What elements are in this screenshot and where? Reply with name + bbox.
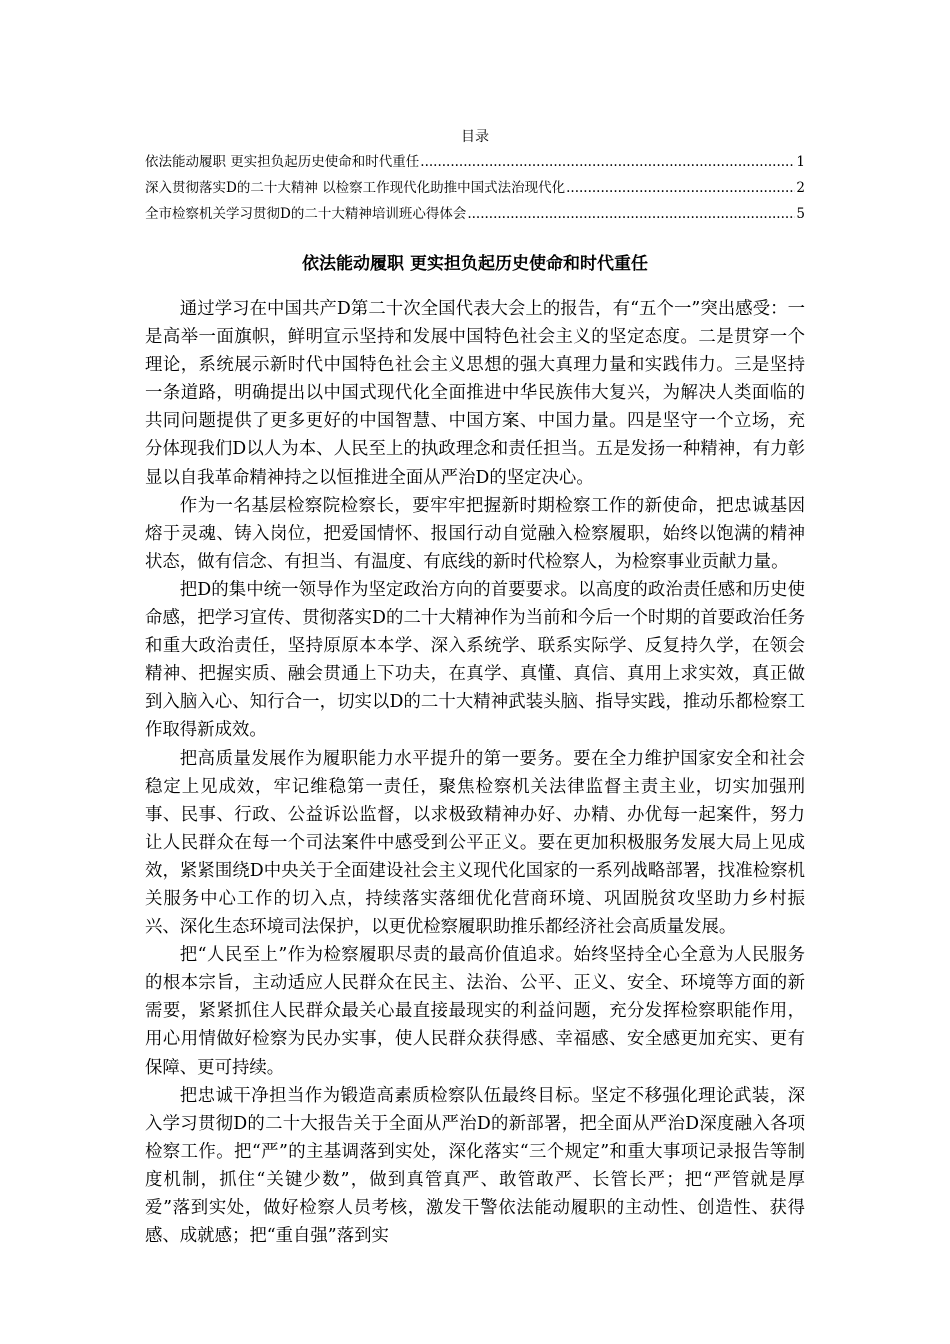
toc-entry[interactable] [145,204,805,230]
toc-entry[interactable] [145,152,805,178]
body-paragraph: 把D的集中统一领导作为坚定政治方向的首要要求。以高度的政治责任感和历史使命感，把学习宣传、贯彻落实D的二十大精神作为当前和今后一个时期的首要政治任务和重大政治责任，坚持原原本本学、深入系统学、联系实际学、反复持久学，在领会精神、把握实质、融会贯通上下功夫，在真学、真懂、真信、真用上求实效，真正做到入脑入心、知行合一，切实以D的二十大精神武装头脑、指导实践，推动乐都检察工作取得新成效。 [145,579,805,741]
toc-leader-dots [467,204,795,224]
toc-heading: 目录 [461,129,489,145]
body-paragraph: 把高质量发展作为履职能力水平提升的第一要务。要在全力维护国家安全和社会稳定上见成效，牢记维稳第一责任，聚焦检察机关法律监督主责主业，切实加强刑事、民事、行政、公益诉讼监督，以求极致精神办好、办精、办优每一起案件，努力让人民群众在每一个司法案件中感受到公平正义。要在更加积极服务发展大局上见成效，紧紧围绕D中央关于全面建设社会主义现代化国家的一系列战略部署，找准检察机关服务中心工作的切入点，持续落实落细优化营商环境、巩固脱贫攻坚助力乡村振兴、深化生态环境司法保护，以更优检察履职助推乐都经济社会高质量发展。 [145,748,805,938]
toc-entry-text: 深入贯彻落实D的二十大精神 以检察工作现代化助推中国式法治现代化 [145,180,566,196]
body-paragraph: 把忠诚干净担当作为锻造高素质检察队伍最终目标。坚定不移强化理论武装，深入学习贯彻D的二十大报告关于全面从严治D的新部署，把全面从严治D深度融入各项检察工作。把“严”的主基调落到实处，深化落实“三个规定”和重大事项记录报告等制度机制，抓住“关键少数”，做到真管真严、敢管敢严、长管长严；把“严管就是厚爱”落到实处，做好检察人员考核，激发干警依法能动履职的主动性、创造性、获得感、成就感；把“重自强”落到实 [145,1085,805,1247]
toc-entry-page: 5 [796,206,805,222]
article-body [145,295,805,1250]
body-paragraph: 作为一名基层检察院检察长，要牢牢把握新时期检察工作的新使命，把忠诚基因熔于灵魂、铸入岗位，把爱国情怀、报国行动自觉融入检察履职，始终以饱满的精神状态，做有信念、有担当、有温度、有底线的新时代检察人，为检察事业贡献力量。 [145,495,805,572]
body-paragraph: 通过学习在中国共产D第二十次全国代表大会上的报告，有“五个一”突出感受：一是高举一面旗帜，鲜明宣示坚持和发展中国特色社会主义的坚定态度。二是贯穿一个理论，系统展示新时代中国特色社会主义思想的强大真理力量和实践伟力。三是坚持一条道路，明确提出以中国式现代化全面推进中华民族伟大复兴，为解决人类面临的共同问题提供了更多更好的中国智慧、中国方案、中国力量。四是坚守一个立场，充分体现我们D以人为本、人民至上的执政理念和责任担当。五是发扬一种精神，有力彰显以自我革命精神持之以恒推进全面从严治D的坚定决心。 [145,299,805,488]
toc-leader-dots [566,178,795,198]
toc-entry[interactable] [145,178,805,204]
document-page [145,0,805,1344]
toc-leader-dots [420,152,795,172]
toc-entry-text: 依法能动履职 更实担负起历史使命和时代重任 [145,154,420,170]
toc-entry-page: 1 [796,154,805,170]
toc-entry-page: 2 [796,180,805,196]
body-paragraph: 把“人民至上”作为检察履职尽责的最高价值追求。始终坚持全心全意为人民服务的根本宗旨，主动适应人民群众在民主、法治、公平、正义、安全、环境等方面的新需要，紧紧抓住人民群众最关心最直接最现实的利益问题，充分发挥检察职能作用，用心用情做好检察为民办实事，使人民群众获得感、幸福感、安全感更加充实、更有保障、更可持续。 [145,945,805,1078]
article-title: 依法能动履职 更实担负起历史使命和时代重任 [302,254,648,274]
table-of-contents [145,152,805,230]
toc-entry-text: 全市检察机关学习贯彻D的二十大精神培训班心得体会 [145,206,467,222]
